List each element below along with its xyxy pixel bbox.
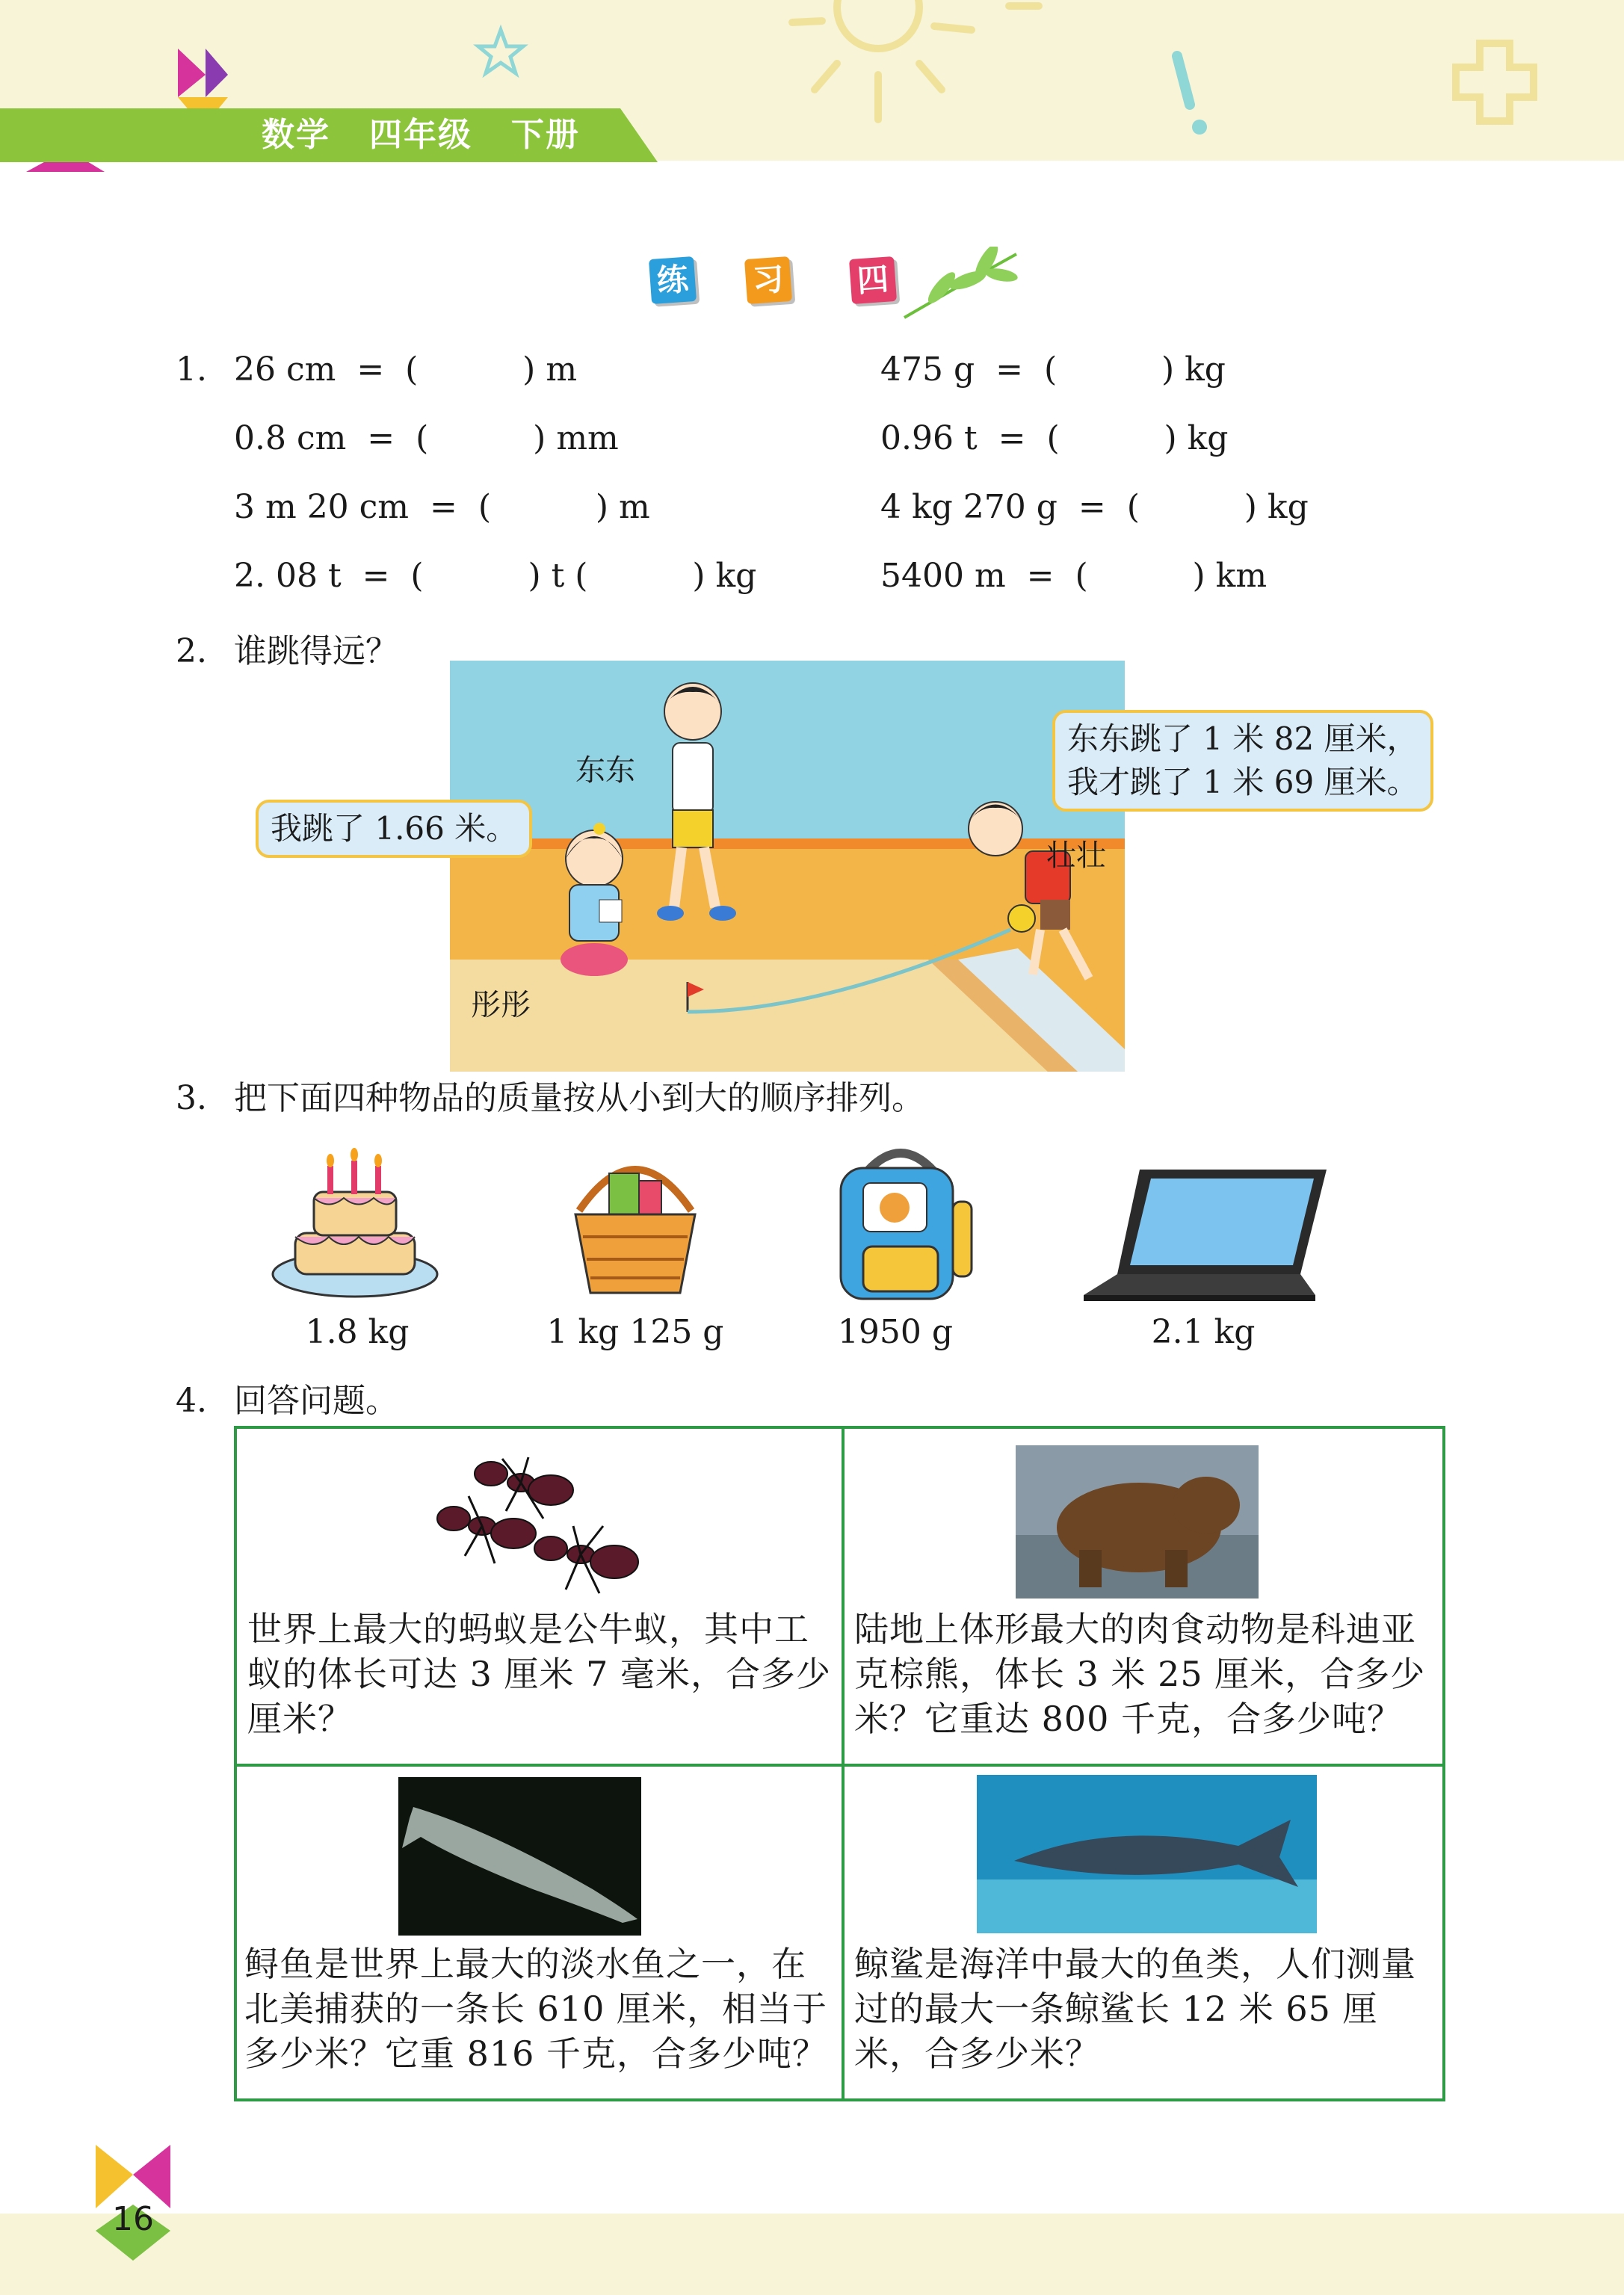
page-number: 16 [112, 2200, 154, 2238]
question-2-number: 2. [176, 632, 207, 670]
q1-right-line-1: 475 g = ( ) kg [880, 350, 1226, 389]
backpack-weight: 1950 g [837, 1313, 954, 1351]
q1-right-line-2: 0.96 t = ( ) kg [880, 419, 1229, 457]
book-title: 数学 四年级 下册 [262, 116, 580, 154]
q4-cell-2-text: 陆地上体形最大的肉食动物是科迪亚克棕熊，体长 3 米 25 厘米，合多少米？它重达 800 千克，合多少吨？ [854, 1609, 1426, 1739]
question-4-text: 回答问题。 [234, 1382, 398, 1420]
cake-weight: 1.8 kg [305, 1313, 410, 1351]
ants-image [424, 1451, 670, 1604]
backpack-icon [822, 1142, 979, 1306]
leaf-icon [897, 247, 1024, 321]
label-tongtong: 彤彤 [471, 988, 531, 1022]
basket-weight: 1 kg 125 g [546, 1313, 724, 1351]
long-jump-illustration [450, 661, 1125, 1072]
exercise-title-char-1: 练 [649, 256, 697, 304]
star-icon [478, 30, 523, 73]
q1-left-line-2: 0.8 cm = ( ) mm [234, 419, 619, 457]
q1-right-line-4: 5400 m = ( ) km [880, 557, 1268, 595]
table-divider-horizontal [237, 1764, 1442, 1767]
q1-left-line-3: 3 m 20 cm = ( ) m [234, 488, 650, 526]
q4-cell-1-text: 世界上最大的蚂蚁是公牛蚁，其中工蚁的体长可达 3 厘米 7 毫米，合多少厘米？ [247, 1609, 832, 1739]
q1-left-line-4: 2. 08 t = ( ) t ( ) kg [234, 557, 757, 595]
exclamation-icon [1177, 56, 1190, 105]
question-1-number: 1. [176, 350, 207, 389]
whale-shark-image [977, 1775, 1317, 1933]
tongtong-figure [561, 823, 628, 976]
plus-icon [1456, 43, 1534, 121]
sun-icon [792, 0, 1039, 120]
exercise-title-char-2: 习 [744, 256, 792, 304]
bear-image [1016, 1445, 1259, 1599]
question-3-number: 3. [176, 1079, 207, 1117]
sturgeon-image [398, 1777, 641, 1936]
question-4-number: 4. [176, 1382, 207, 1420]
footer-band [0, 2214, 1624, 2295]
label-zhuangzhuang: 壮壮 [1046, 838, 1106, 873]
laptop-icon [1076, 1162, 1330, 1304]
q1-left-line-1: 26 cm = ( ) m [234, 350, 578, 389]
label-dongdong: 东东 [575, 753, 635, 788]
speech-bubble-tongtong: 我跳了 1.66 米。 [256, 800, 532, 858]
question-3-text: 把下面四种物品的质量按从小到大的顺序排列。 [234, 1079, 924, 1117]
exercise-title-char-3: 四 [849, 256, 897, 304]
speech-bubble-zhuangzhuang: 东东跳了 1 米 82 厘米， 我才跳了 1 米 69 厘米。 [1052, 710, 1433, 812]
laptop-weight: 2.1 kg [1151, 1313, 1256, 1351]
q1-right-line-3: 4 kg 270 g = ( ) kg [880, 488, 1309, 526]
q4-cell-3-text: 鲟鱼是世界上最大的淡水鱼之一，在北美捕获的一条长 610 厘米，相当于多少米？它重 816 千克，合多少吨？ [244, 1944, 828, 2074]
basket-icon [561, 1143, 710, 1300]
question-4-table [234, 1426, 1445, 2101]
cake-icon [269, 1147, 441, 1304]
q4-cell-4-text: 鲸鲨是海洋中最大的鱼类，人们测量过的最大一条鲸鲨长 12 米 65 厘米，合多少米？ [854, 1944, 1416, 2074]
question-2-text: 谁跳得远？ [234, 632, 398, 670]
